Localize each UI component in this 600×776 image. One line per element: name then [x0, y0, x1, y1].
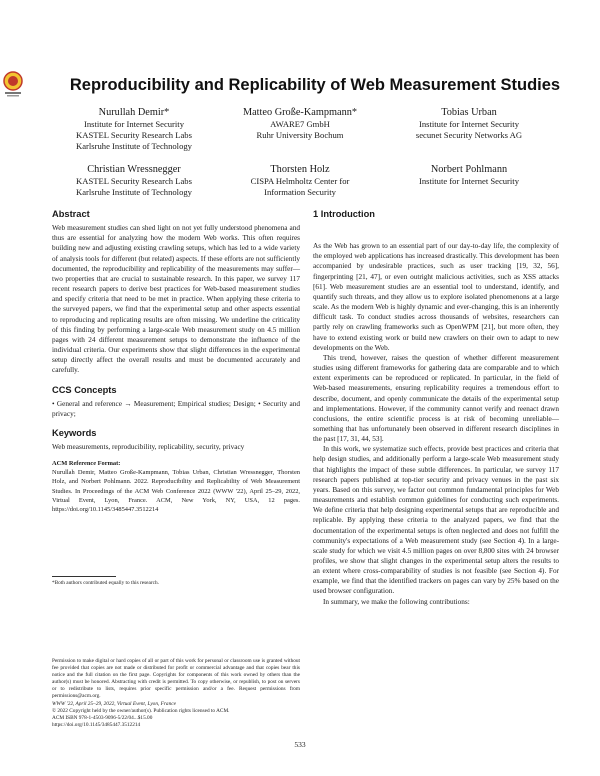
- permission-block: [52, 658, 300, 729]
- author-affiliation: AWARE7 GmbH: [270, 119, 330, 129]
- author-affiliation: Ruhr University Bochum: [256, 130, 344, 141]
- author-affiliation: Institute for Internet Security: [419, 176, 519, 186]
- author-affiliation: secunet Security Networks AG: [415, 130, 523, 141]
- intro-paragraph: In this work, we systematize such effects, provide best practices and criteria that help design studies, and additionally perform a large-scale Web measurement study that highlights the impact of these subtle differences. In particular, we survey 117 research papers published at top-tier security and privacy venues in the past six years. Based on this survey, we factor out common fundamental principles for Web measurements and establish common guidelines for conducting such experiments. We define criteria that help designing experimental setups that are reproducible and replicable. By applying these criteria to the analyzed papers, we find that the documentation of the experimental setups is often neglected and does not fulfill the community's expectations of a Web measurement study (see Section 4). In a large-scale study for which we visit 4.5 million pages on over 8,800 sites with 24 browser profiles, we show that slight changes in the experimental setup alters the results to an extent where cross-comparability of studies is not feasible (see Section 4). For example, we find that the identified trackers on pages can vary by 25% based on the used browser configuration.: [313, 445, 559, 596]
- copyright-line: © 2022 Copyright held by the owner/author(s). Publication rights licensed to ACM.: [52, 707, 230, 714]
- author-block-demir: [52, 106, 216, 153]
- isbn-line: ACM ISBN 978-1-4503-9096-5/22/04...$15.00: [52, 714, 153, 721]
- author-name: Nurullah Demir*: [98, 107, 170, 118]
- author-affiliation: Karlsruhe Institute of Technology: [76, 141, 192, 152]
- intro-paragraph: In summary, we make the following contributions:: [323, 597, 470, 606]
- author-block-holz: [218, 163, 382, 198]
- acm-reference-heading: ACM Reference Format:: [52, 460, 121, 468]
- author-block-urban: [384, 106, 554, 141]
- footnote-area: [52, 576, 300, 587]
- ccs-heading: CCS Concepts: [52, 384, 117, 395]
- artifact-badge-icon: [2, 70, 24, 98]
- conference-line: WWW '22, April 25–29, 2022, Virtual Event, Lyon, France: [52, 700, 176, 707]
- author-block-pohlmann: [384, 163, 554, 187]
- author-name: Tobias Urban: [441, 107, 497, 118]
- author-affiliation: Institute for Internet Security: [419, 119, 519, 129]
- author-block-wressnegger: [52, 163, 216, 198]
- page-number: 533: [294, 740, 306, 749]
- introduction-heading: 1 Introduction: [313, 209, 375, 219]
- author-affiliation: CISPA Helmholtz Center for: [250, 176, 350, 186]
- author-affiliation: Institute for Internet Security: [84, 119, 184, 129]
- acm-reference-text: Nurullah Demir, Matteo Große-Kampmann, Tobias Urban, Christian Wressnegger, Thorsten Holz, and Norbert Pohlmann. 2022. Reproducibility and Replicability of Web Measurement Studies. In Proceedings of the ACM Web Conference 2022 (WWW '22), April 25–29, 2022, Virtual Event, Lyon, France. ACM, New York, NY, USA, 12 pages. https://doi.org/10.1145/3485447.3512214: [52, 469, 300, 514]
- keywords-text: Web measurements, reproducibility, replicability, security, privacy: [52, 443, 245, 452]
- author-name: Christian Wressnegger: [87, 164, 181, 175]
- intro-paragraph: As the Web has grown to an essential part of our day-to-day life, the complexity of the employed web applications has increased drastically. This development has been accompanied by undesirable practices, such as user tracking [19, 32, 56], fingerprinting [21, 47], or even outright malicious activities, such as XSS attacks [61]. Web measurement studies are an essential tool to understand, identify, and quantify such threats, and they allow us to explore isolated phenomenons at a large scale. As the modern Web is highly dynamic and ever-changing, this is an inherently difficult task. To conduct studies across thousands of websites, researchers can partly rely on crawling frameworks such as OpenWPM [21], but more often, they have to extend existing work or build new crawlers on their own to adapt to new developments on the Web.: [313, 242, 559, 352]
- left-column: [52, 209, 300, 514]
- doi-line: https://doi.org/10.1145/3485447.3512214: [52, 721, 141, 728]
- author-block-grosse-kampmann: [218, 106, 382, 141]
- intro-paragraph: This trend, however, raises the question of whether different measurement studies using different frameworks for gathering data are comparable and to which extent experiments can be reproduced or replicated. In particular, in the field of Web-based measurements, ensuring replicability requires a tremendous effort to describe, document, and openly communicate the details of the experimental setup and implementations. However, if the community cannot verify and reenact drawn conclusions, the entire scientific process is at risk of becoming unreliable—something that has unfortunately been observed in different research disciplines in the past [17, 31, 44, 53].: [313, 353, 559, 444]
- permission-text: Permission to make digital or hard copies of all or part of this work for personal or classroom use is granted without fee provided that copies are not made or distributed for profit or commercial advantage and that copies bear this notice and the full citation on the first page. Copyrights for components of this work owned by others than the author(s) must be honored. Abstracting with credit is permitted. To copy otherwise, or republish, to post on servers or to redistribute to lists, requires prior specific permission and/or a fee. Request permissions from permissions@acm.org.: [52, 658, 300, 700]
- right-column: [313, 209, 559, 607]
- keywords-heading: Keywords: [52, 427, 97, 438]
- abstract-text: Web measurement studies can shed light on not yet fully understood phenomena and thus are essential for analyzing how the modern Web works. This often requires building new and adjusting existing crawling setups, which has led to a wide variety of analysis tools for different (but related) aspects. If these efforts are not sufficiently documented, the reproducibility and replicability of the measurements may suffer—two properties that are crucial to sustainable research. In this paper, we survey 117 recent research papers to derive best practices for Web-based measurement studies and specify criteria that need to be met in practice. When applying these criteria to the surveyed papers, we find that the experimental setup and other aspects essential to reproducing and replicating results are often missing. We underline the criticality of this finding by performing a large-scale Web measurement study on 4.5 million pages with 24 different measurement setups to demonstrate the influence of the individual criteria. Our experiments show that slight differences in the experimental setup directly affect the overall results and must be documented accurately and carefully.: [52, 224, 300, 375]
- author-affiliation: KASTEL Security Research Labs: [76, 130, 192, 141]
- ccs-text: • General and reference → Measurement; Empirical studies; Design; • Security and privacy;: [52, 399, 300, 418]
- author-name: Thorsten Holz: [270, 164, 330, 175]
- author-name: Norbert Pohlmann: [430, 164, 508, 175]
- author-name: Matteo Große-Kampmann*: [242, 107, 358, 118]
- footnote-rule: [52, 576, 116, 577]
- abstract-heading: Abstract: [52, 209, 90, 219]
- author-affiliation: Karlsruhe Institute of Technology: [76, 187, 192, 198]
- paper-title: Reproducibility and Replicability of Web Measurement Studies: [69, 76, 561, 94]
- equal-contribution-footnote: *Both authors contributed equally to this research.: [52, 580, 159, 586]
- author-affiliation: KASTEL Security Research Labs: [76, 176, 192, 186]
- author-affiliation: Information Security: [264, 187, 336, 198]
